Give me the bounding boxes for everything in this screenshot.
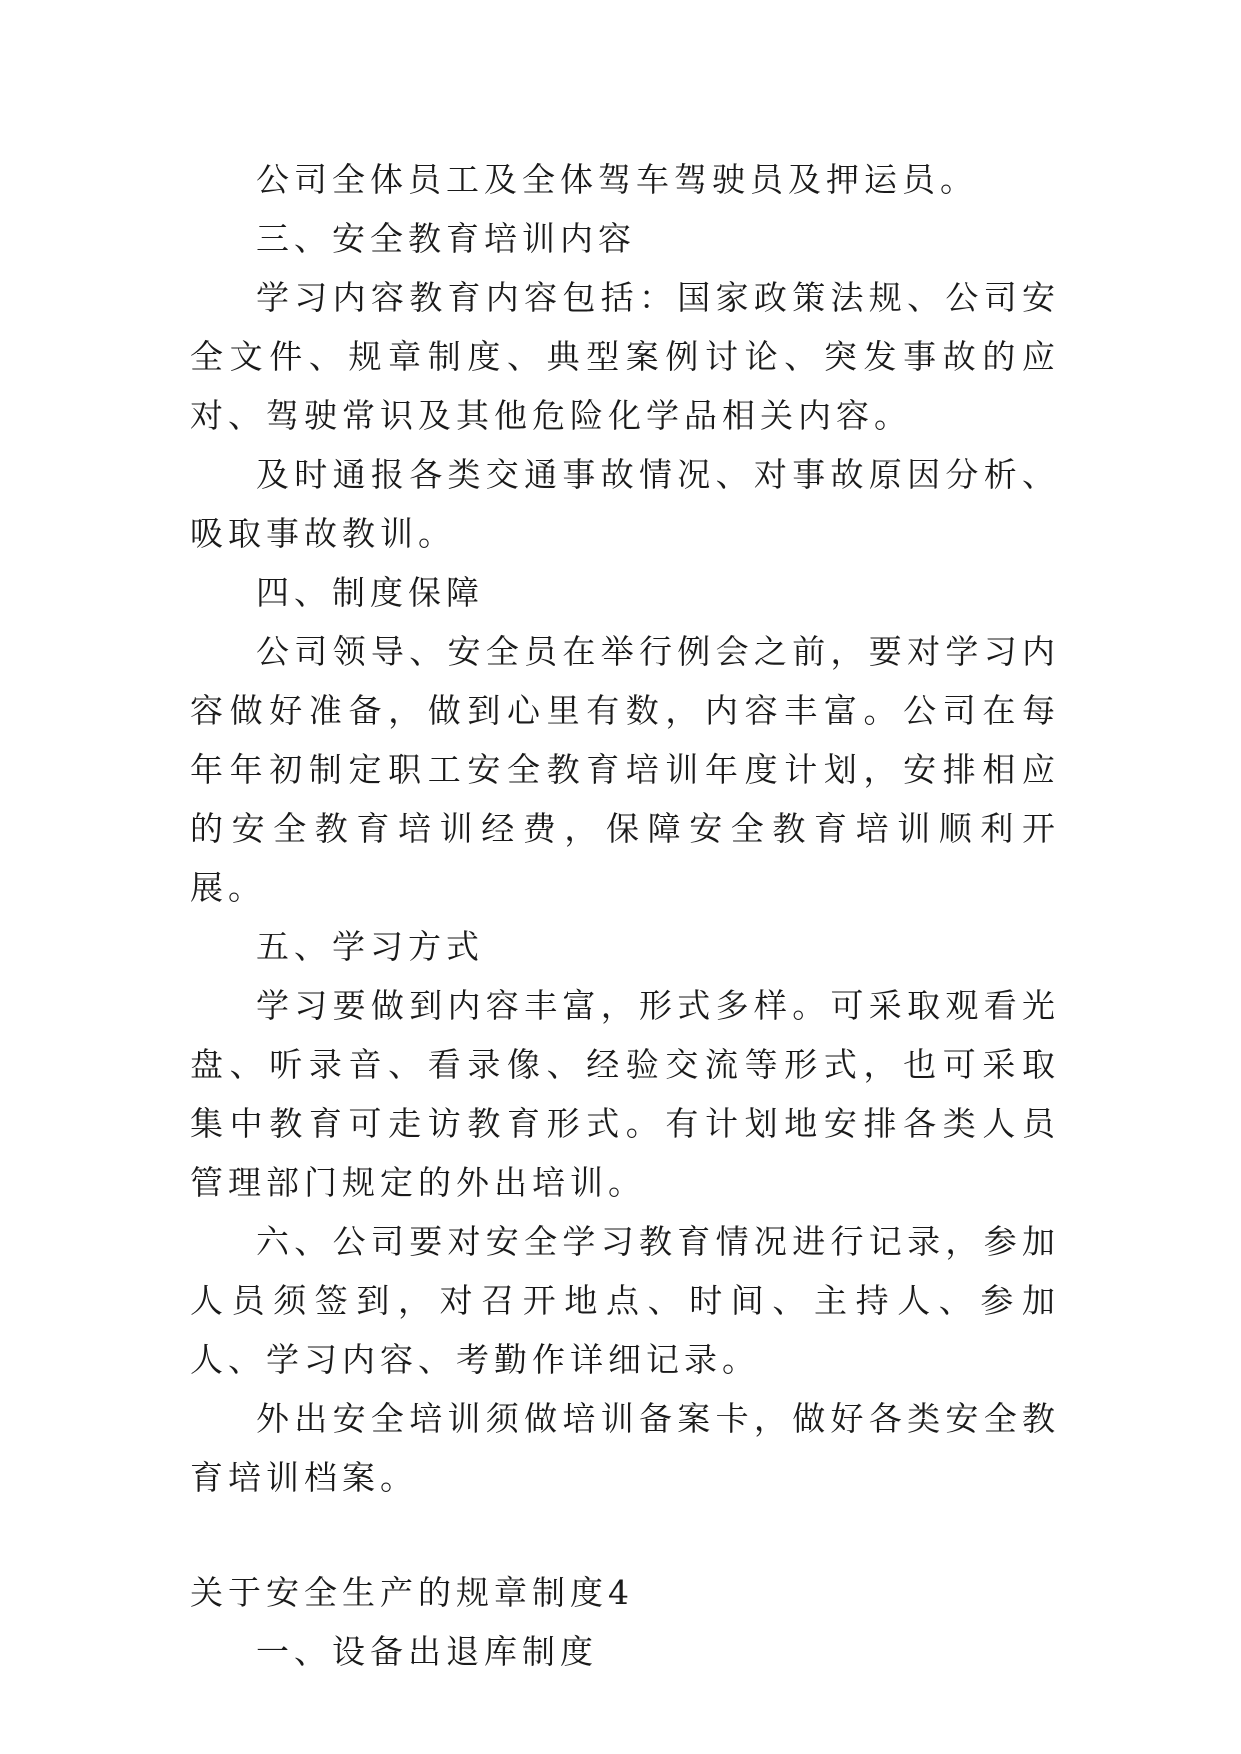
paragraph-external-training: 外出安全培训须做培训备案卡，做好各类安全教育培训档案。 [190, 1399, 1060, 1497]
paragraph-record-keeping: 六、公司要对安全学习教育情况进行记录，参加人员须签到，对召开地点、时间、主持人、参加人、学习内容、考勤作详细记录。 [190, 1222, 1060, 1379]
heading-training-content: 三、安全教育培训内容 [256, 219, 636, 258]
heading-system-guarantee: 四、制度保障 [256, 573, 484, 612]
paragraph-learning-content: 学习内容教育内容包括：国家政策法规、公司安全文件、规章制度、典型案例讨论、突发事故的应对、驾驶常识及其他危险化学品相关内容。 [190, 278, 1060, 435]
paragraph-participants: 公司全体员工及全体驾车驾驶员及押运员。 [256, 160, 978, 199]
paragraph-accident-report: 及时通报各类交通事故情况、对事故原因分析、吸取事故教训。 [190, 455, 1060, 553]
paragraph-leadership-prep: 公司领导、安全员在举行例会之前，要对学习内容做好准备，做到心里有数，内容丰富。公司在每年年初制定职工安全教育培训年度计划，安排相应的安全教育培训经费，保障安全教育培训顺利开展。 [190, 632, 1060, 907]
section-first-item: 一、设备出退库制度 [256, 1632, 598, 1671]
document-page [190, 150, 1060, 1681]
heading-learning-method: 五、学习方式 [256, 927, 484, 966]
paragraph-learning-forms: 学习要做到内容丰富，形式多样。可采取观看光盘、听录音、看录像、经验交流等形式，也可采取集中教育可走访教育形式。有计划地安排各类人员管理部门规定的外出培训。 [190, 986, 1060, 1202]
section-title: 关于安全生产的规章制度4 [190, 1573, 634, 1612]
